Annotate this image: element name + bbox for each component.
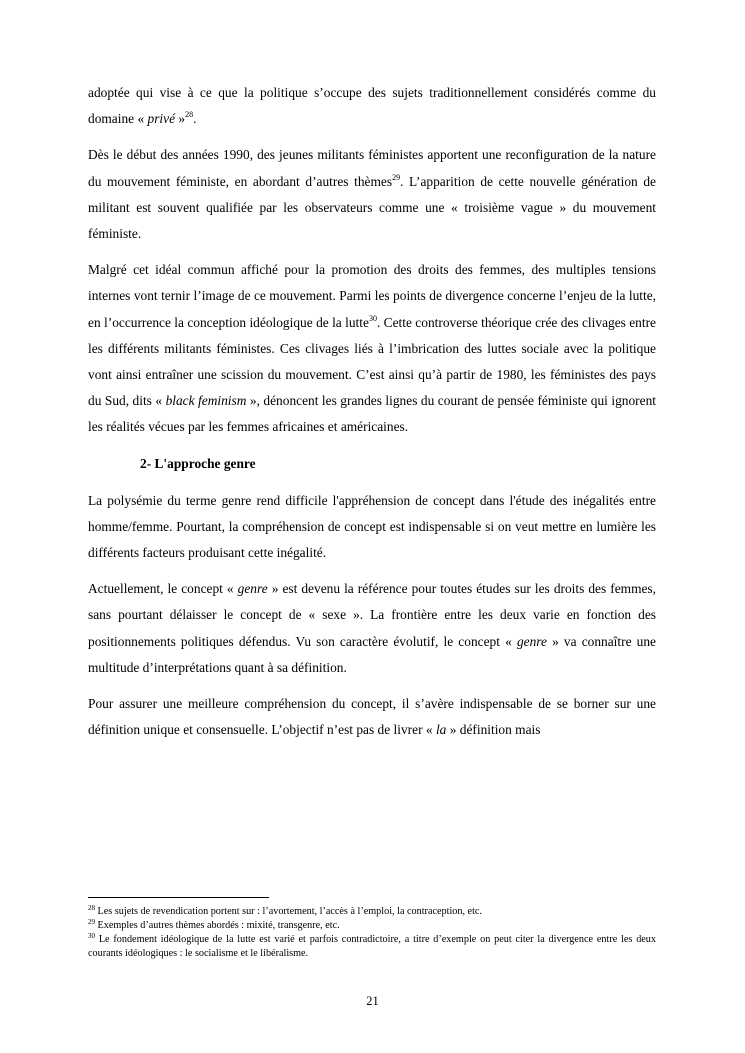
text-run: adoptée qui vise à ce que la politique s’occupe des sujets traditionnellement considérés comme du domaine « [88, 85, 656, 127]
paragraph-6 [88, 691, 656, 743]
text-run: » [175, 111, 186, 127]
text-run: », dénoncent les grandes lignes du courant de pensée féministe qui ignorent les réalités vécues par les femmes africaines et américaines. [88, 393, 656, 435]
italic-text: genre [237, 581, 268, 597]
text-run: » va connaître une multitude d’interprétations quant à sa définition. [88, 633, 656, 675]
footnote-ref-30[interactable]: 30 [368, 313, 377, 323]
text-run: » définition mais [446, 722, 541, 738]
italic-text: la [435, 722, 447, 738]
footnote-text: Exemples d’autres thèmes abordés : mixité, transgenre, etc. [95, 920, 340, 931]
text-run: . Cette controverse théorique crée des clivages entre les différents militants féministes. Ces clivages liés à l’imbrication des luttes sociale avec la politique vont ainsi entraîner une scission du mouvement. C’est ainsi qu’à partir de 1980, les féministes des pays du Sud, dits « [88, 314, 656, 409]
footnote-29 [88, 919, 656, 933]
footnote-ref-28[interactable]: 28 [185, 110, 194, 120]
italic-text: genre [516, 633, 547, 649]
footnotes [88, 905, 656, 961]
footnote-text: Le fondement idéologique de la lutte est varié et parfois contradictoire, a titre d’exemple on peut citer la divergence entre les deux courants idéologiques : le socialisme et le libéralisme. [88, 934, 656, 959]
italic-text: privé [147, 111, 176, 127]
footnote-28 [88, 905, 656, 919]
paragraph-2 [88, 142, 656, 247]
page-body [88, 80, 656, 753]
italic-text: black feminism [165, 393, 247, 409]
paragraph-4: La polysémie du terme genre rend difficile l'appréhension de concept dans l'étude des inégalités entre homme/femme. Pourtant, la compréhension de concept est indispensable si on veut mettre en lumière les différents facteurs produisant cette inégalité. [88, 492, 656, 561]
section-heading: 2- L'approche genre [140, 455, 256, 471]
footnote-ref-29[interactable]: 29 [392, 172, 401, 182]
footnote-separator [88, 897, 269, 898]
text-run: . [193, 111, 197, 127]
footnote-number: 30 [88, 932, 95, 940]
paragraph-3 [88, 257, 656, 440]
footnote-number: 29 [88, 918, 95, 926]
paragraph-5 [88, 576, 656, 681]
text-run: Malgré cet idéal commun affiché pour la promotion des droits des femmes, des multiples tensions internes vont ternir l’image de ce mouvement. Parmi les points de divergence concerne l’enjeu de la lutte, en l’occurrence la conception idéologique de la lutte [88, 262, 656, 330]
text-run: Pour assurer une meilleure compréhension du concept, il s’avère indispensable de se borner sur une définition unique et consensuelle. L’objectif n’est pas de livrer « [88, 696, 656, 738]
text-run: Actuellement, le concept « [88, 581, 238, 597]
text-run: » est devenu la référence pour toutes études sur les droits des femmes, sans pourtant délaisser le concept de « sexe ». La frontière entre les deux varie en fonction des positionnements politiques défendus. Vu son caractère évolutif, le concept « [88, 581, 656, 649]
footnote-number: 28 [88, 904, 95, 912]
footnote-text: Les sujets de revendication portent sur : l’avortement, l’accès à l’emploi, la contraception, etc. [95, 906, 482, 917]
paragraph-1 [88, 80, 656, 132]
page-number: 21 [366, 994, 379, 1008]
text-run: . L’apparition de cette nouvelle génération de militant est souvent qualifiée par les observateurs comme une « troisième vague » du mouvement féministe. [88, 173, 656, 242]
footnote-30 [88, 933, 656, 961]
text-run: Dès le début des années 1990, des jeunes militants féministes apportent une reconfiguration de la nature du mouvement féministe, en abordant d’autres thèmes [88, 147, 656, 189]
